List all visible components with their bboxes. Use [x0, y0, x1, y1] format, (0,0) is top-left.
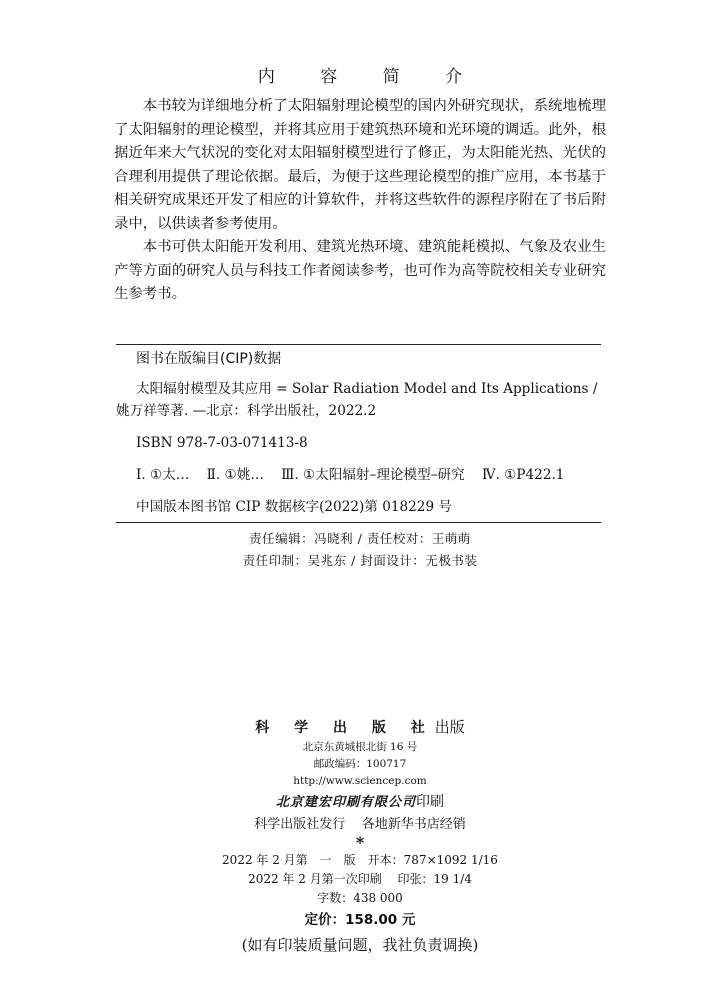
publisher-website: http://www.sciencep.com: [293, 775, 427, 787]
cip-heading: 图书在版编目(CIP)数据: [136, 351, 282, 367]
publisher-address: 北京东黄城根北街 16 号: [302, 741, 418, 753]
cip-title-line-1: 太阳辐射模型及其应用 = Solar Radiation Model and Its Applications /: [136, 381, 598, 397]
credits-line-1: 责任编辑：冯晓利 / 责任校对：王萌萌: [249, 531, 471, 546]
printer-line: [0, 790, 720, 814]
cip-classification: Ⅰ. ①太… Ⅱ. ①姚… Ⅲ. ①太阳辐射–理论模型–研究 Ⅳ. ①P422.1: [136, 467, 565, 483]
page-title: 内 容 简 介: [257, 67, 483, 87]
quality-notice: (如有印装质量问题，我社负责调换): [241, 936, 479, 954]
price: 定价：158.00 元: [304, 912, 416, 928]
edition-line: 2022 年 2 月第 一 版 开本：787×1092 1/16: [222, 853, 498, 867]
printer-name: 北京建宏印刷有限公司: [275, 795, 416, 810]
distribution-line: 科学出版社发行 各地新华书店经销: [254, 817, 466, 832]
credits-line-2: 责任印制：吴兆东 / 封面设计：无极书装: [242, 553, 478, 568]
cip-verification: 中国版本图书馆 CIP 数据核字(2022)第 018229 号: [136, 499, 453, 515]
publisher-name: 科 学 出 版 社: [255, 720, 435, 736]
word-count: 字数：438 000: [317, 891, 403, 905]
intro-paragraph-2: 本书可供太阳能开发利用、建筑光热环境、建筑能耗模拟、气象及农业生产等方面的研究人员与科技工作者阅读参考，也可作为高等院校相关专业研究生参考书。: [114, 239, 606, 302]
publisher-suffix: 出版: [434, 718, 465, 736]
imprint-block: [0, 716, 720, 958]
intro-paragraph-1: 本书较为详细地分析了太阳辐射理论模型的国内外研究现状，系统地梳理了太阳辐射的理论模型，并将其应用于建筑热环境和光环境的调适。此外，根据近年来大气状况的变化对太阳辐射模型进行了修正，为太阳能光热、光伏的合理利用提供了理论依据。最后，为便于这些理论模型的推广应用，本书基于相关研究成果还开发了相应的计算软件，并将这些软件的源程序附在了书后附录中，以供读者参考使用。: [114, 98, 606, 232]
publisher-line: [0, 716, 720, 739]
book-introduction: [114, 95, 606, 307]
publisher-postcode: 邮政编码：100717: [313, 758, 407, 770]
printing-line: 2022 年 2 月第一次印刷 印张：19 1/4: [248, 872, 472, 886]
editorial-credits: [0, 528, 720, 572]
printer-suffix: 印刷: [416, 794, 444, 810]
separator-star: *: [355, 833, 365, 852]
cip-data-block: [116, 344, 601, 523]
cip-title-line-2: 姚万祥等著. —北京：科学出版社，2022.2: [116, 403, 377, 419]
cip-isbn: ISBN 978-7-03-071413-8: [136, 435, 308, 451]
